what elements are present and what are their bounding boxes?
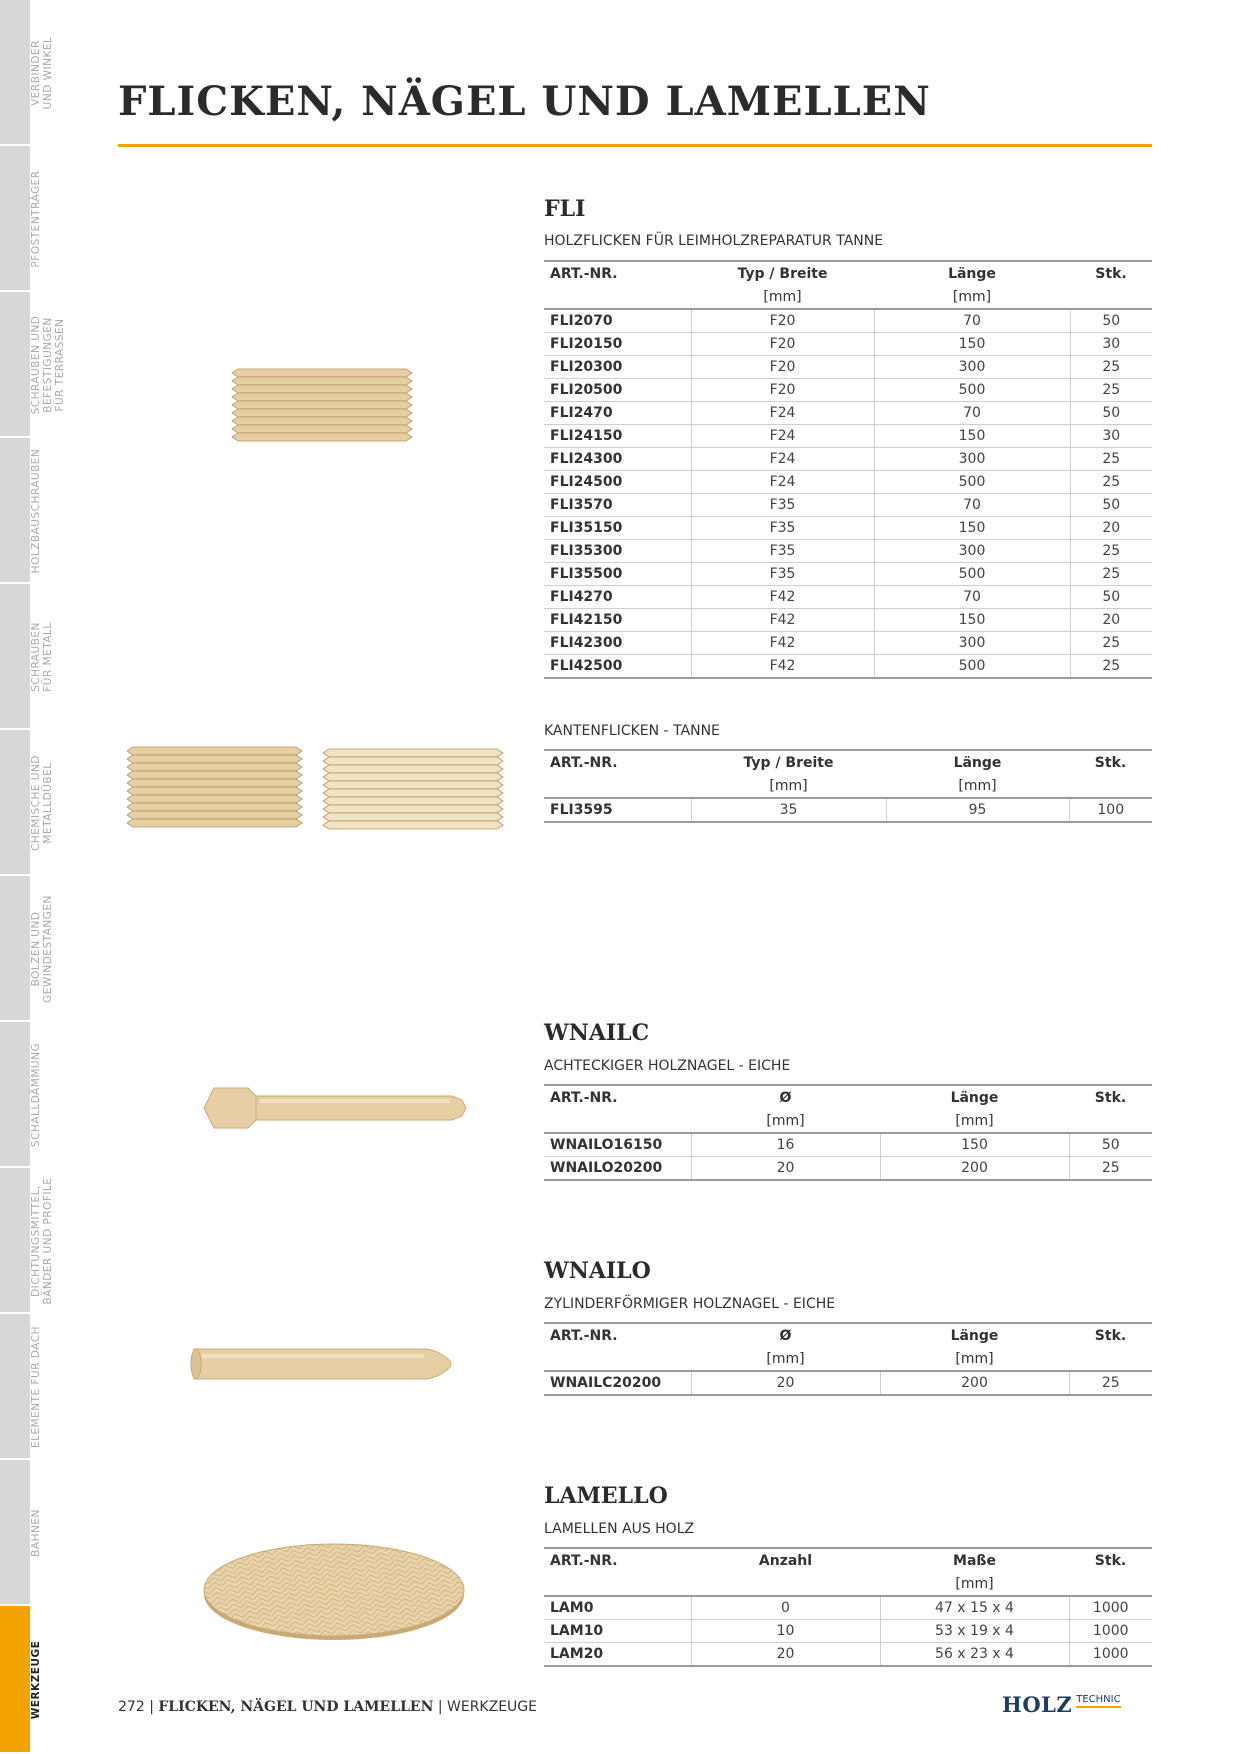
wood-patch-strip xyxy=(127,803,302,811)
column-header: Länge xyxy=(950,1327,999,1344)
sidebar-tab[interactable] xyxy=(0,584,30,730)
table-cell: 300 xyxy=(874,356,1070,379)
wood-patch-strip xyxy=(323,789,503,797)
wood-patch-strip xyxy=(232,369,412,377)
wood-patch-strip xyxy=(323,805,503,813)
sidebar-tab[interactable] xyxy=(0,0,30,146)
column-unit: [mm] xyxy=(955,1112,994,1129)
column-unit: [mm] xyxy=(769,777,808,794)
column-unit xyxy=(1069,1109,1152,1133)
table-cell: 50 xyxy=(1070,309,1152,333)
article-number-cell: LAM10 xyxy=(544,1620,691,1643)
sidebar-tab[interactable] xyxy=(0,876,30,1022)
table-unit-row xyxy=(544,285,1152,309)
article-number-cell: WNAILO16150 xyxy=(544,1133,691,1157)
table-cell: 20 xyxy=(691,1371,880,1395)
table-row xyxy=(544,333,1152,356)
sidebar-tab-label xyxy=(30,152,42,286)
table-cell: 50 xyxy=(1070,494,1152,517)
wood-patch-strip xyxy=(232,393,412,401)
table-cell: 35 xyxy=(691,798,886,822)
table-row xyxy=(544,655,1152,679)
article-number-cell: FLI42500 xyxy=(544,655,691,679)
article-number-cell: FLI4270 xyxy=(544,586,691,609)
sidebar-tab-label-line: PFOSTENTRÄGER xyxy=(30,170,42,268)
sidebar-tab-label xyxy=(30,444,42,578)
wnailo-subtitle: ZYLINDERFÖRMIGER HOLZNAGEL - EICHE xyxy=(544,1296,836,1312)
column-header: Länge xyxy=(948,265,996,282)
wood-patch-strip xyxy=(323,821,503,829)
wood-patch-strip xyxy=(127,795,302,803)
table-cell: 47 x 15 x 4 xyxy=(880,1596,1069,1620)
holz-technic-logo xyxy=(1002,1692,1121,1717)
table-cell: 300 xyxy=(874,448,1070,471)
column-unit xyxy=(544,285,691,309)
table-header-row xyxy=(544,1085,1152,1109)
table-cell: 25 xyxy=(1070,356,1152,379)
table-cell: F42 xyxy=(691,609,874,632)
sidebar-tab-label xyxy=(30,1174,54,1308)
table-cell: 70 xyxy=(874,494,1070,517)
table-row xyxy=(544,1620,1152,1643)
wnailo-table xyxy=(544,1322,1152,1396)
wood-patch-strip xyxy=(323,813,503,821)
column-header: Stk. xyxy=(1095,265,1127,282)
article-number-cell: FLI2470 xyxy=(544,402,691,425)
table-row xyxy=(544,1371,1152,1395)
sidebar-tab-label xyxy=(30,298,66,432)
sidebar-tab-label xyxy=(30,736,54,870)
category-sidebar xyxy=(0,0,66,1754)
table-cell: F35 xyxy=(691,494,874,517)
sidebar-tab-label-line: WERKZEUGE xyxy=(30,1640,42,1720)
table-cell: 500 xyxy=(874,379,1070,402)
wood-patch-strip xyxy=(323,781,503,789)
table-cell: F35 xyxy=(691,563,874,586)
table-cell: 25 xyxy=(1069,1157,1152,1181)
column-header: Stk. xyxy=(1094,1552,1127,1569)
sidebar-tab-label-line: BEFESTIGUNGEN xyxy=(42,317,54,413)
page-number: 272 xyxy=(118,1699,145,1715)
column-header: Typ / Breite xyxy=(737,265,828,282)
kanten-subtitle: KANTENFLICKEN - TANNE xyxy=(544,723,720,739)
table-row xyxy=(544,517,1152,540)
article-number-cell: LAM20 xyxy=(544,1643,691,1667)
sidebar-tab-label-line: DICHTUNGSMITTEL, xyxy=(30,1185,42,1297)
table-cell: 150 xyxy=(874,609,1070,632)
footer-category: WERKZEUGE xyxy=(447,1699,537,1715)
column-header: Stk. xyxy=(1094,1089,1127,1106)
table-row xyxy=(544,425,1152,448)
table-row xyxy=(544,798,1152,822)
column-unit xyxy=(544,774,691,798)
table-cell: 16 xyxy=(691,1133,880,1157)
wood-patch-strip xyxy=(127,779,302,787)
article-number-cell: WNAILC20200 xyxy=(544,1371,691,1395)
sidebar-tab[interactable] xyxy=(0,1022,30,1168)
table-cell: F35 xyxy=(691,517,874,540)
column-header: ART.-NR. xyxy=(550,754,618,771)
article-number-cell: FLI24300 xyxy=(544,448,691,471)
footer-separator: | xyxy=(437,1699,443,1715)
sidebar-tab[interactable] xyxy=(0,730,30,876)
sidebar-tab-label-line: UND WINKEL xyxy=(42,36,54,110)
sidebar-tab-label-line: FÜR TERRASSEN xyxy=(54,318,66,412)
sidebar-tab-label-line: SCHRAUBEN xyxy=(30,622,42,692)
article-number-cell: LAM0 xyxy=(544,1596,691,1620)
article-number-cell: FLI3570 xyxy=(544,494,691,517)
table-cell: 50 xyxy=(1069,1133,1152,1157)
fli-subtitle: HOLZFLICKEN FÜR LEIMHOLZREPARATUR TANNE xyxy=(544,233,884,249)
lamello-biscuit-illustration xyxy=(198,1540,470,1644)
sidebar-tab[interactable] xyxy=(0,1460,30,1606)
table-cell: 150 xyxy=(874,333,1070,356)
table-cell: 150 xyxy=(874,425,1070,448)
article-number-cell: FLI3595 xyxy=(544,798,691,822)
table-row xyxy=(544,1157,1152,1181)
table-cell: 30 xyxy=(1070,425,1152,448)
column-unit xyxy=(691,1572,880,1596)
table-row xyxy=(544,540,1152,563)
table-cell: 10 xyxy=(691,1620,880,1643)
table-unit-row xyxy=(544,774,1152,798)
table-row xyxy=(544,402,1152,425)
table-row xyxy=(544,632,1152,655)
table-cell: 50 xyxy=(1070,586,1152,609)
wood-patch-strip xyxy=(323,757,503,765)
lamello-title: LAMELLO xyxy=(544,1483,668,1509)
column-header: ART.-NR. xyxy=(550,1552,618,1569)
edge-patches-illustration xyxy=(125,745,515,840)
column-unit xyxy=(1069,1572,1152,1596)
column-header: ART.-NR. xyxy=(550,1327,618,1344)
table-cell: 200 xyxy=(880,1371,1069,1395)
wood-patch-strip xyxy=(232,401,412,409)
wood-patch-strip xyxy=(127,811,302,819)
sidebar-tab[interactable] xyxy=(0,438,30,584)
table-row xyxy=(544,448,1152,471)
article-number-cell: FLI20300 xyxy=(544,356,691,379)
wood-patch-strip xyxy=(232,417,412,425)
sidebar-tab-label-line: METALLDÜBEL xyxy=(42,762,54,844)
table-cell: 20 xyxy=(691,1643,880,1667)
table-cell: F35 xyxy=(691,540,874,563)
table-cell: F24 xyxy=(691,402,874,425)
table-cell: F42 xyxy=(691,586,874,609)
table-header-row xyxy=(544,1548,1152,1572)
footer-title: FLICKEN, NÄGEL UND LAMELLEN xyxy=(158,1699,434,1715)
article-number-cell: WNAILO20200 xyxy=(544,1157,691,1181)
wood-patch-strip xyxy=(323,797,503,805)
lamello-table xyxy=(544,1547,1152,1667)
sidebar-tab-label-line: CHEMISCHE UND xyxy=(30,755,42,852)
fli-title: FLI xyxy=(544,196,586,222)
wood-patch-strip xyxy=(232,377,412,385)
table-cell: 200 xyxy=(880,1157,1069,1181)
fli-patches-illustration xyxy=(230,365,416,455)
table-cell: F24 xyxy=(691,425,874,448)
column-unit xyxy=(1069,774,1152,798)
sidebar-tab[interactable] xyxy=(0,1168,30,1314)
column-unit xyxy=(1070,285,1152,309)
wood-patch-strip xyxy=(127,787,302,795)
table-cell: F24 xyxy=(691,448,874,471)
sidebar-tab-label-line: BÄNDER UND PROFILE xyxy=(42,1177,54,1305)
table-cell: 30 xyxy=(1070,333,1152,356)
column-header: ART.-NR. xyxy=(550,1089,618,1106)
sidebar-tab-label-line: GEWINDESTANGEN xyxy=(42,895,54,1003)
table-row xyxy=(544,586,1152,609)
column-header: Ø xyxy=(779,1089,792,1106)
wood-patch-strip xyxy=(127,771,302,779)
table-cell: 50 xyxy=(1070,402,1152,425)
sidebar-tab-label xyxy=(30,1320,42,1454)
table-cell: F24 xyxy=(691,471,874,494)
sidebar-tab-label-line: HOLZBAUSCHRAUBEN xyxy=(30,448,42,574)
table-cell: 300 xyxy=(874,540,1070,563)
wood-patch-strip xyxy=(127,755,302,763)
wood-patch-strip xyxy=(323,765,503,773)
column-unit: [mm] xyxy=(763,288,802,305)
wood-patch-strip xyxy=(232,385,412,393)
sidebar-tab[interactable] xyxy=(0,292,30,438)
article-number-cell: FLI20150 xyxy=(544,333,691,356)
column-unit xyxy=(544,1347,691,1371)
sidebar-tab-label-line: ELEMENTE FÜR DACH xyxy=(30,1325,42,1449)
table-cell: 500 xyxy=(874,655,1070,679)
sidebar-tab[interactable] xyxy=(0,1606,30,1754)
table-cell: F20 xyxy=(691,309,874,333)
wood-patch-strip xyxy=(232,433,412,441)
wnailc-subtitle: ACHTECKIGER HOLZNAGEL - EICHE xyxy=(544,1058,791,1074)
table-row xyxy=(544,379,1152,402)
column-unit xyxy=(1069,1347,1152,1371)
table-cell: 300 xyxy=(874,632,1070,655)
wood-patch-strip xyxy=(323,773,503,781)
article-number-cell: FLI42300 xyxy=(544,632,691,655)
octagonal-nail-illustration xyxy=(200,1082,472,1134)
footer-separator: | xyxy=(149,1699,154,1715)
wood-patch-strip xyxy=(232,425,412,433)
table-cell: 25 xyxy=(1069,1371,1152,1395)
table-cell: F42 xyxy=(691,632,874,655)
table-row xyxy=(544,1643,1152,1667)
column-header: Maße xyxy=(953,1552,996,1569)
article-number-cell: FLI35150 xyxy=(544,517,691,540)
column-unit: [mm] xyxy=(766,1350,805,1367)
column-unit: [mm] xyxy=(958,777,997,794)
sidebar-tab-label xyxy=(30,1612,42,1748)
wnailc-title: WNAILC xyxy=(544,1020,650,1046)
table-cell: 1000 xyxy=(1069,1596,1152,1620)
table-cell: 25 xyxy=(1070,540,1152,563)
table-cell: F20 xyxy=(691,379,874,402)
table-row xyxy=(544,563,1152,586)
table-header-row xyxy=(544,750,1152,774)
column-unit: [mm] xyxy=(766,1112,805,1129)
table-cell: 25 xyxy=(1070,563,1152,586)
table-cell: 56 x 23 x 4 xyxy=(880,1643,1069,1667)
article-number-cell: FLI42150 xyxy=(544,609,691,632)
table-row xyxy=(544,494,1152,517)
table-header-row xyxy=(544,261,1152,285)
article-number-cell: FLI35300 xyxy=(544,540,691,563)
wood-patch-strip xyxy=(127,763,302,771)
column-unit: [mm] xyxy=(955,1575,994,1592)
table-cell: F42 xyxy=(691,655,874,679)
cylindrical-nail-illustration xyxy=(188,1345,456,1383)
article-number-cell: FLI24500 xyxy=(544,471,691,494)
table-cell: F20 xyxy=(691,356,874,379)
wnailc-table xyxy=(544,1084,1152,1181)
wood-patch-strip xyxy=(323,749,503,757)
column-header: Stk. xyxy=(1094,754,1127,771)
column-header: Anzahl xyxy=(758,1552,813,1569)
table-cell: 100 xyxy=(1069,798,1152,822)
table-row xyxy=(544,309,1152,333)
table-cell: 95 xyxy=(886,798,1069,822)
sidebar-tab-label-line: SCHALLDÄMMUNG xyxy=(30,1042,42,1148)
column-header: Länge xyxy=(950,1089,999,1106)
table-cell: 20 xyxy=(1070,517,1152,540)
column-unit xyxy=(544,1572,691,1596)
table-cell: 500 xyxy=(874,471,1070,494)
table-cell: 70 xyxy=(874,586,1070,609)
column-header: Typ / Breite xyxy=(743,754,834,771)
table-cell: 25 xyxy=(1070,471,1152,494)
fli-table xyxy=(544,260,1152,679)
column-header: Stk. xyxy=(1094,1327,1127,1344)
table-unit-row xyxy=(544,1572,1152,1596)
table-cell: 25 xyxy=(1070,655,1152,679)
article-number-cell: FLI20500 xyxy=(544,379,691,402)
column-header: Länge xyxy=(953,754,1002,771)
table-cell: 1000 xyxy=(1069,1620,1152,1643)
sidebar-tab-label xyxy=(30,1028,42,1162)
sidebar-tab-label xyxy=(30,1466,42,1600)
column-header: ART.-NR. xyxy=(550,265,618,282)
wood-patch-strip xyxy=(127,747,302,755)
column-unit: [mm] xyxy=(955,1350,994,1367)
article-number-cell: FLI2070 xyxy=(544,309,691,333)
table-row xyxy=(544,609,1152,632)
sidebar-tab-label-line: FÜR METALL xyxy=(42,622,54,692)
sidebar-tab-label xyxy=(30,590,54,724)
table-cell: 1000 xyxy=(1069,1643,1152,1667)
column-header: Ø xyxy=(779,1327,792,1344)
sidebar-tab[interactable] xyxy=(0,1314,30,1460)
column-unit xyxy=(544,1109,691,1133)
article-number-cell: FLI24150 xyxy=(544,425,691,448)
kanten-table xyxy=(544,749,1152,823)
table-cell: 25 xyxy=(1070,379,1152,402)
column-unit: [mm] xyxy=(952,288,992,305)
lamello-subtitle: LAMELLEN AUS HOLZ xyxy=(544,1521,695,1537)
wood-patch-strip xyxy=(232,409,412,417)
table-cell: 53 x 19 x 4 xyxy=(880,1620,1069,1643)
table-cell: 150 xyxy=(874,517,1070,540)
table-unit-row xyxy=(544,1109,1152,1133)
wood-patch-strip xyxy=(127,819,302,827)
table-row xyxy=(544,1133,1152,1157)
page-footer xyxy=(118,1699,537,1715)
table-cell: 25 xyxy=(1070,632,1152,655)
page-title: FLICKEN, NÄGEL UND LAMELLEN xyxy=(118,78,931,125)
table-cell: F20 xyxy=(691,333,874,356)
table-row xyxy=(544,1596,1152,1620)
sidebar-tab-label xyxy=(30,882,54,1016)
table-cell: 500 xyxy=(874,563,1070,586)
table-cell: 70 xyxy=(874,309,1070,333)
wnailo-title: WNAILO xyxy=(544,1258,651,1284)
table-row xyxy=(544,471,1152,494)
table-cell: 70 xyxy=(874,402,1070,425)
table-header-row xyxy=(544,1323,1152,1347)
article-number-cell: FLI35500 xyxy=(544,563,691,586)
sidebar-tab-label-line: SCHRAUBEN UND xyxy=(30,315,42,415)
logo-sub-text: TECHNIC xyxy=(1076,1694,1120,1708)
sidebar-tab-label-line: BOLZEN UND xyxy=(30,911,42,987)
sidebar-tab-label-line: VERBINDER xyxy=(30,40,42,106)
table-cell: 0 xyxy=(691,1596,880,1620)
table-row xyxy=(544,356,1152,379)
table-cell: 20 xyxy=(691,1157,880,1181)
sidebar-tab-label-line: BAHNEN xyxy=(30,1509,42,1557)
sidebar-tab[interactable] xyxy=(0,146,30,292)
title-divider xyxy=(118,144,1152,147)
logo-main-text: HOLZ xyxy=(1002,1692,1073,1717)
table-cell: 20 xyxy=(1070,609,1152,632)
table-cell: 150 xyxy=(880,1133,1069,1157)
sidebar-tab-label xyxy=(30,6,54,140)
table-unit-row xyxy=(544,1347,1152,1371)
table-cell: 25 xyxy=(1070,448,1152,471)
